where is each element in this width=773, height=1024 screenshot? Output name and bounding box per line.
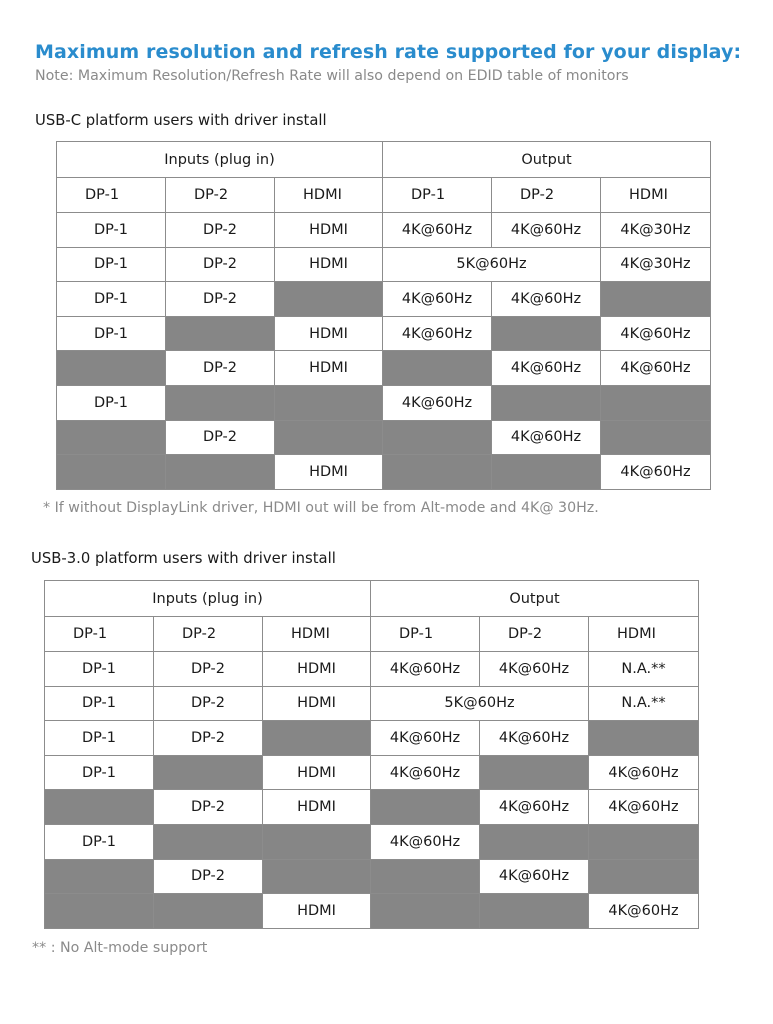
empty-cell xyxy=(166,316,275,351)
empty-cell xyxy=(371,790,480,825)
table-cell: DP-1 xyxy=(57,247,166,282)
table-cell: 4K@60Hz xyxy=(601,351,711,386)
table-cell: 4K@60Hz xyxy=(589,755,699,790)
column-header: DP-1 xyxy=(383,178,492,213)
table-cell: HDMI xyxy=(263,790,371,825)
table-row xyxy=(57,247,711,282)
empty-cell xyxy=(492,316,601,351)
empty-cell xyxy=(589,824,699,859)
table-cell: 4K@60Hz xyxy=(383,282,492,317)
table-cell: N.A.** xyxy=(589,652,699,687)
empty-cell xyxy=(57,351,166,386)
table-cell: DP-1 xyxy=(45,652,154,687)
table-row xyxy=(45,859,699,894)
table-row xyxy=(57,455,711,490)
table-cell: 4K@60Hz xyxy=(371,652,480,687)
table-row xyxy=(45,755,699,790)
table-cell: 4K@30Hz xyxy=(601,213,711,248)
column-header: DP-2 xyxy=(492,178,601,213)
column-header: HDMI xyxy=(589,617,699,652)
table-row xyxy=(45,686,699,721)
column-header-row xyxy=(45,617,699,652)
empty-cell xyxy=(154,755,263,790)
merged-output-cell: 5K@60Hz xyxy=(371,686,589,721)
table-cell: HDMI xyxy=(263,652,371,687)
table-cell: HDMI xyxy=(263,755,371,790)
table-cell: 4K@60Hz xyxy=(383,316,492,351)
table-cell: DP-2 xyxy=(166,351,275,386)
table-row xyxy=(45,790,699,825)
output-group-header: Output xyxy=(371,581,699,617)
empty-cell xyxy=(480,894,589,929)
table-cell: DP-1 xyxy=(57,213,166,248)
table-cell: HDMI xyxy=(275,455,383,490)
column-header: DP-1 xyxy=(371,617,480,652)
column-header: DP-2 xyxy=(166,178,275,213)
group-header-row xyxy=(57,142,711,178)
table-cell: 4K@30Hz xyxy=(601,247,711,282)
table-cell: 4K@60Hz xyxy=(601,316,711,351)
group-header-row xyxy=(45,581,699,617)
merged-output-cell: 5K@60Hz xyxy=(383,247,601,282)
table-cell: DP-2 xyxy=(154,859,263,894)
empty-cell xyxy=(45,790,154,825)
empty-cell xyxy=(154,824,263,859)
table-cell: 4K@60Hz xyxy=(383,213,492,248)
empty-cell xyxy=(263,824,371,859)
empty-cell xyxy=(57,420,166,455)
table-row xyxy=(57,420,711,455)
column-header: HDMI xyxy=(601,178,711,213)
empty-cell xyxy=(383,420,492,455)
table-cell: DP-1 xyxy=(57,385,166,420)
table-cell: 4K@60Hz xyxy=(589,790,699,825)
table-cell: DP-2 xyxy=(154,790,263,825)
empty-cell xyxy=(480,824,589,859)
column-header: DP-1 xyxy=(57,178,166,213)
table-cell: 4K@60Hz xyxy=(492,420,601,455)
empty-cell xyxy=(492,455,601,490)
usb3-section-heading: USB-3.0 platform users with driver install xyxy=(31,550,336,567)
usb3-footnote: ** : No Alt-mode support xyxy=(32,940,208,956)
table-cell: 4K@60Hz xyxy=(480,652,589,687)
table-cell: DP-2 xyxy=(166,247,275,282)
table-cell: HDMI xyxy=(275,351,383,386)
empty-cell xyxy=(371,859,480,894)
column-header: DP-2 xyxy=(480,617,589,652)
table-cell: DP-1 xyxy=(45,824,154,859)
empty-cell xyxy=(45,894,154,929)
empty-cell xyxy=(480,755,589,790)
table-cell: 4K@60Hz xyxy=(601,455,711,490)
empty-cell xyxy=(371,894,480,929)
empty-cell xyxy=(492,385,601,420)
page-title: Maximum resolution and refresh rate supported for your display: xyxy=(35,41,742,63)
table-cell: HDMI xyxy=(275,213,383,248)
inputs-group-header: Inputs (plug in) xyxy=(57,142,383,178)
empty-cell xyxy=(601,282,711,317)
table-row xyxy=(45,894,699,929)
empty-cell xyxy=(57,455,166,490)
table-row xyxy=(57,213,711,248)
usb-c-footnote: * If without DisplayLink driver, HDMI out will be from Alt-mode and 4K@ 30Hz. xyxy=(43,500,599,516)
table-cell: DP-1 xyxy=(45,686,154,721)
empty-cell xyxy=(383,351,492,386)
table-cell: 4K@60Hz xyxy=(480,859,589,894)
table-cell: DP-1 xyxy=(57,282,166,317)
usb-c-resolution-table xyxy=(56,141,711,490)
table-row xyxy=(57,385,711,420)
table-cell: 4K@60Hz xyxy=(492,213,601,248)
table-cell: N.A.** xyxy=(589,686,699,721)
table-cell: 4K@60Hz xyxy=(383,385,492,420)
table-cell: DP-2 xyxy=(166,213,275,248)
table-cell: 4K@60Hz xyxy=(492,351,601,386)
table-cell: HDMI xyxy=(263,894,371,929)
empty-cell xyxy=(154,894,263,929)
table-cell: DP-1 xyxy=(45,755,154,790)
empty-cell xyxy=(601,385,711,420)
table-cell: DP-1 xyxy=(57,316,166,351)
empty-cell xyxy=(589,721,699,756)
table-cell: HDMI xyxy=(263,686,371,721)
empty-cell xyxy=(166,455,275,490)
table-cell: DP-2 xyxy=(166,282,275,317)
table-cell: DP-2 xyxy=(154,721,263,756)
usb-c-section-heading: USB-C platform users with driver install xyxy=(35,112,327,129)
table-row xyxy=(57,351,711,386)
empty-cell xyxy=(275,385,383,420)
column-header: HDMI xyxy=(263,617,371,652)
output-group-header: Output xyxy=(383,142,711,178)
usb3-resolution-table xyxy=(44,580,699,929)
empty-cell xyxy=(275,420,383,455)
table-cell: 4K@60Hz xyxy=(589,894,699,929)
empty-cell xyxy=(601,420,711,455)
empty-cell xyxy=(263,859,371,894)
column-header: DP-2 xyxy=(154,617,263,652)
empty-cell xyxy=(589,859,699,894)
empty-cell xyxy=(275,282,383,317)
table-row xyxy=(45,721,699,756)
table-cell: DP-1 xyxy=(45,721,154,756)
table-cell: 4K@60Hz xyxy=(371,755,480,790)
column-header: DP-1 xyxy=(45,617,154,652)
table-cell: DP-2 xyxy=(154,686,263,721)
empty-cell xyxy=(166,385,275,420)
table-cell: 4K@60Hz xyxy=(371,721,480,756)
table-row xyxy=(45,824,699,859)
table-cell: 4K@60Hz xyxy=(492,282,601,317)
table-cell: DP-2 xyxy=(166,420,275,455)
empty-cell xyxy=(263,721,371,756)
empty-cell xyxy=(45,859,154,894)
edid-note: Note: Maximum Resolution/Refresh Rate will also depend on EDID table of monitors xyxy=(35,68,629,84)
column-header: HDMI xyxy=(275,178,383,213)
column-header-row xyxy=(57,178,711,213)
table-cell: DP-2 xyxy=(154,652,263,687)
table-cell: 4K@60Hz xyxy=(371,824,480,859)
empty-cell xyxy=(383,455,492,490)
table-row xyxy=(57,316,711,351)
inputs-group-header: Inputs (plug in) xyxy=(45,581,371,617)
table-cell: 4K@60Hz xyxy=(480,790,589,825)
table-cell: HDMI xyxy=(275,316,383,351)
table-cell: 4K@60Hz xyxy=(480,721,589,756)
table-cell: HDMI xyxy=(275,247,383,282)
table-row xyxy=(57,282,711,317)
table-row xyxy=(45,652,699,687)
